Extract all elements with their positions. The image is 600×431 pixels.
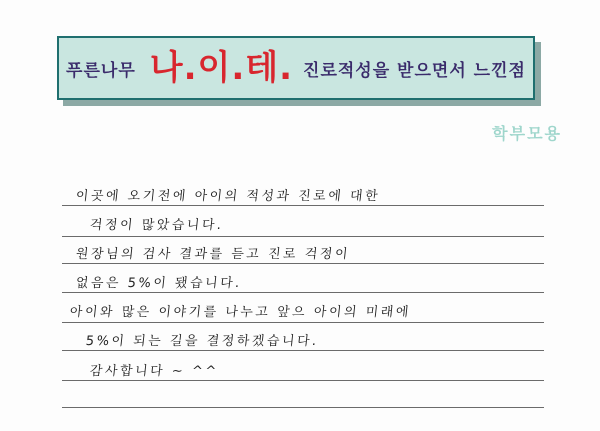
parent-tag: 학부모용 — [492, 124, 562, 143]
brand-name: 푸른나무 — [66, 60, 136, 81]
note-line: 걱정이 많았습니다. — [89, 218, 225, 233]
header-banner — [57, 36, 535, 100]
ruled-line — [62, 292, 544, 293]
note-line: 이곳에 오기전에 아이의 적성과 진로에 대한 — [75, 189, 381, 204]
note-line: 원장님의 검사 결과를 듣고 진로 걱정이 — [75, 247, 351, 262]
note-line: 5%이 되는 길을 결정하겠습니다. — [85, 334, 320, 349]
ruled-line — [62, 407, 544, 408]
header-title — [59, 38, 533, 98]
ruled-line — [62, 263, 544, 264]
logo-text: 나.이.테. — [149, 48, 294, 88]
note-line: 감사합니다 ~ ^^ — [89, 364, 220, 379]
ruled-line — [62, 322, 544, 323]
ruled-line — [62, 236, 544, 237]
note-line: 없음은 5%이 됐습니다. — [75, 276, 243, 291]
ruled-line — [62, 205, 544, 206]
ruled-line — [62, 350, 544, 351]
header-subtitle: 진로적성을 받으면서 느낀점 — [303, 60, 526, 81]
ruled-line — [62, 380, 544, 381]
note-line: 아이와 많은 이야기를 나누고 앞으 아이의 미래에 — [69, 305, 412, 320]
